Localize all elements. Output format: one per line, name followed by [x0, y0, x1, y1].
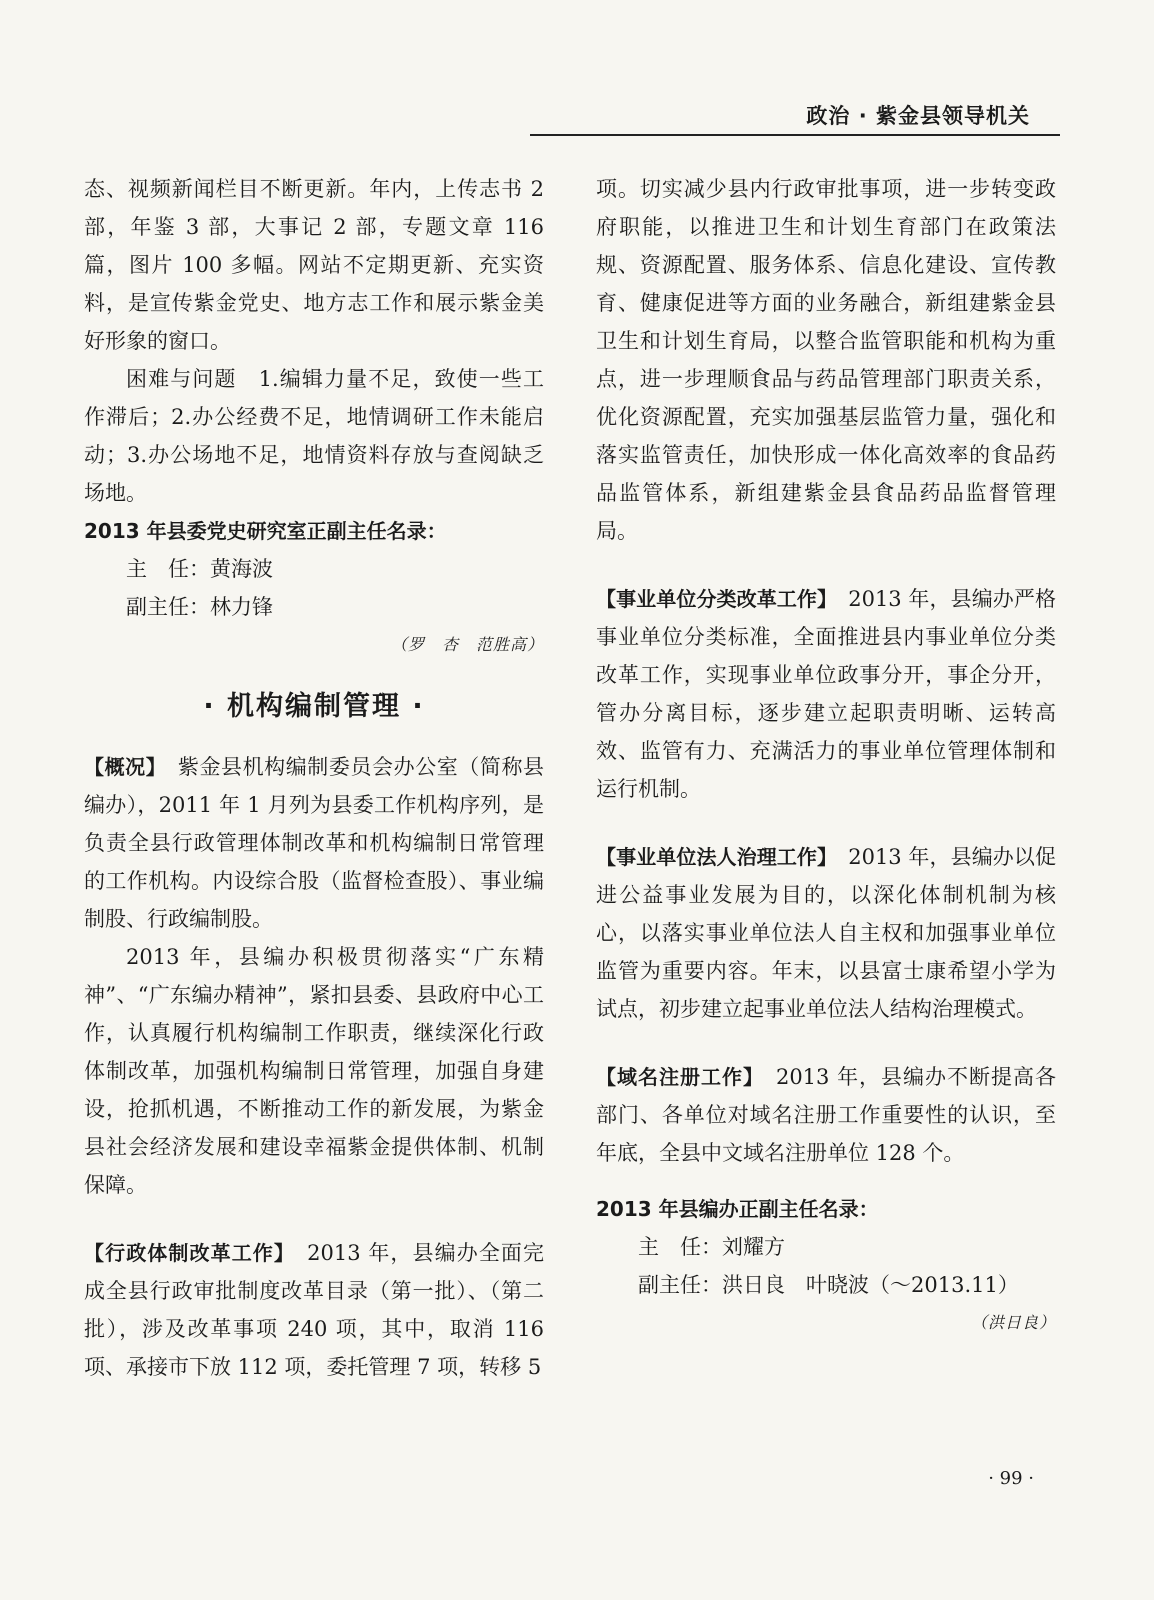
legal-person-paragraph	[596, 838, 1056, 1028]
header-rule	[530, 134, 1060, 136]
difficulties-text: 1.编辑力量不足，致使一些工作滞后；2.办公经费不足，地情调研工作未能启动；3.办公场地不足，地情资料存放与查阅缺乏场地。	[84, 367, 544, 505]
para-2013: 2013 年，县编办积极贯彻落实“广东精神”、“广东编办精神”，紧扣县委、县政府中心工作，认真履行机构编制工作职责，继续深化行政体制改革，加强机构编制日常管理，加强自身建设，抢抓机遇，不断推动工作的新发展，为紫金县社会经济发展和建设幸福紫金提供体制、机制保障。	[84, 945, 544, 1197]
roster1-deputy: 副主任：林力锋	[126, 595, 273, 619]
roster2-deputy: 副主任：洪日良 叶晓波（～2013.11）	[638, 1273, 1019, 1297]
roster1-director: 主 任：黄海波	[126, 557, 273, 581]
roster1-title: 2013 年县委党史研究室正副主任名录：	[84, 519, 447, 543]
section-title: · 机构编制管理 ·	[203, 691, 425, 722]
spacer	[596, 808, 1056, 838]
difficulties-paragraph	[84, 360, 544, 512]
header-title: 政治 · 紫金县领导机关	[806, 104, 1030, 128]
legal-person-label: 【事业单位法人治理工作】	[596, 845, 828, 869]
page-number: · 99 ·	[988, 1468, 1034, 1489]
legal-person-text: 2013 年，县编办以促进公益事业发展为目的，以深化体制机制为核心，以落实事业单位法人自主权和加强事业单位监管为重要内容。年末，以县富士康希望小学为试点，初步建立起事业单位法人结构治理模式。	[596, 845, 1056, 1021]
intro-paragraph: 态、视频新闻栏目不断更新。年内，上传志书 2 部，年鉴 3 部，大事记 2 部，专题文章 116 篇，图片 100 多幅。网站不定期更新、充实资料，是宣传紫金党史、地方志工作和展示紫金美好形象的窗口。	[84, 177, 544, 353]
difficulties-label: 困难与问题	[126, 367, 237, 391]
admin-reform-text: 2013 年，县编办全面完成全县行政审批制度改革目录（第一批）、（第二批），涉及改革事项 240 项，其中，取消 116 项、承接市下放 112 项，委托管理 7 项，转移 5	[84, 1241, 545, 1379]
domain-label: 【域名注册工作】	[596, 1065, 754, 1089]
overview-text: 紫金县机构编制委员会办公室（简称县编办），2011 年 1 月列为县委工作机构序列，是负责全县行政管理体制改革和机构编制日常管理的工作机构。内设综合股（监督检查股）、事业编制股、行政编制股。	[84, 755, 545, 931]
roster2-director: 主 任：刘耀方	[638, 1235, 785, 1259]
spacer	[596, 1172, 1056, 1190]
continued-paragraph: 项。切实减少县内行政审批事项，进一步转变政府职能，以推进卫生和计划生育部门在政策法规、资源配置、服务体系、信息化建设、宣传教育、健康促进等方面的业务融合，新组建紫金县卫生和计划生育局，以整合监管职能和机构为重点，进一步理顺食品与药品管理部门职责关系，优化资源配置，充实加强基层监管力量，强化和落实监管责任，加快形成一体化高效率的食品药品监管体系，新组建紫金县食品药品监督管理局。	[596, 177, 1056, 543]
classification-text: 2013 年，县编办严格事业单位分类标准，全面推进县内事业单位分类改革工作，实现事业单位政事分开，事企分开，管办分离目标，逐步建立起职责明晰、运转高效、监管有力、充满活力的事业单位管理体制和运行机制。	[596, 587, 1056, 801]
domain-paragraph	[596, 1058, 1056, 1172]
spacer	[596, 550, 1056, 580]
running-header	[530, 96, 1060, 136]
roster2-title: 2013 年县编办正副主任名录：	[596, 1197, 879, 1221]
right-column	[596, 170, 1056, 1342]
left-column	[84, 170, 544, 1386]
roster2-byline: （洪日良）	[970, 1313, 1056, 1332]
spacer	[596, 1028, 1056, 1058]
classification-paragraph	[596, 580, 1056, 808]
overview-paragraph	[84, 748, 544, 938]
spacer	[84, 1204, 544, 1234]
admin-reform-paragraph	[84, 1234, 544, 1386]
overview-label: 【概况】	[84, 755, 157, 779]
domain-text: 2013 年，县编办不断提高各部门、各单位对域名注册工作重要性的认识，至年底，全县中文域名注册单位 128 个。	[596, 1065, 1057, 1165]
classification-label: 【事业单位分类改革工作】	[596, 587, 828, 611]
roster1-byline: （罗 杏 范胜高）	[390, 635, 544, 654]
admin-reform-label: 【行政体制改革工作】	[84, 1241, 285, 1265]
